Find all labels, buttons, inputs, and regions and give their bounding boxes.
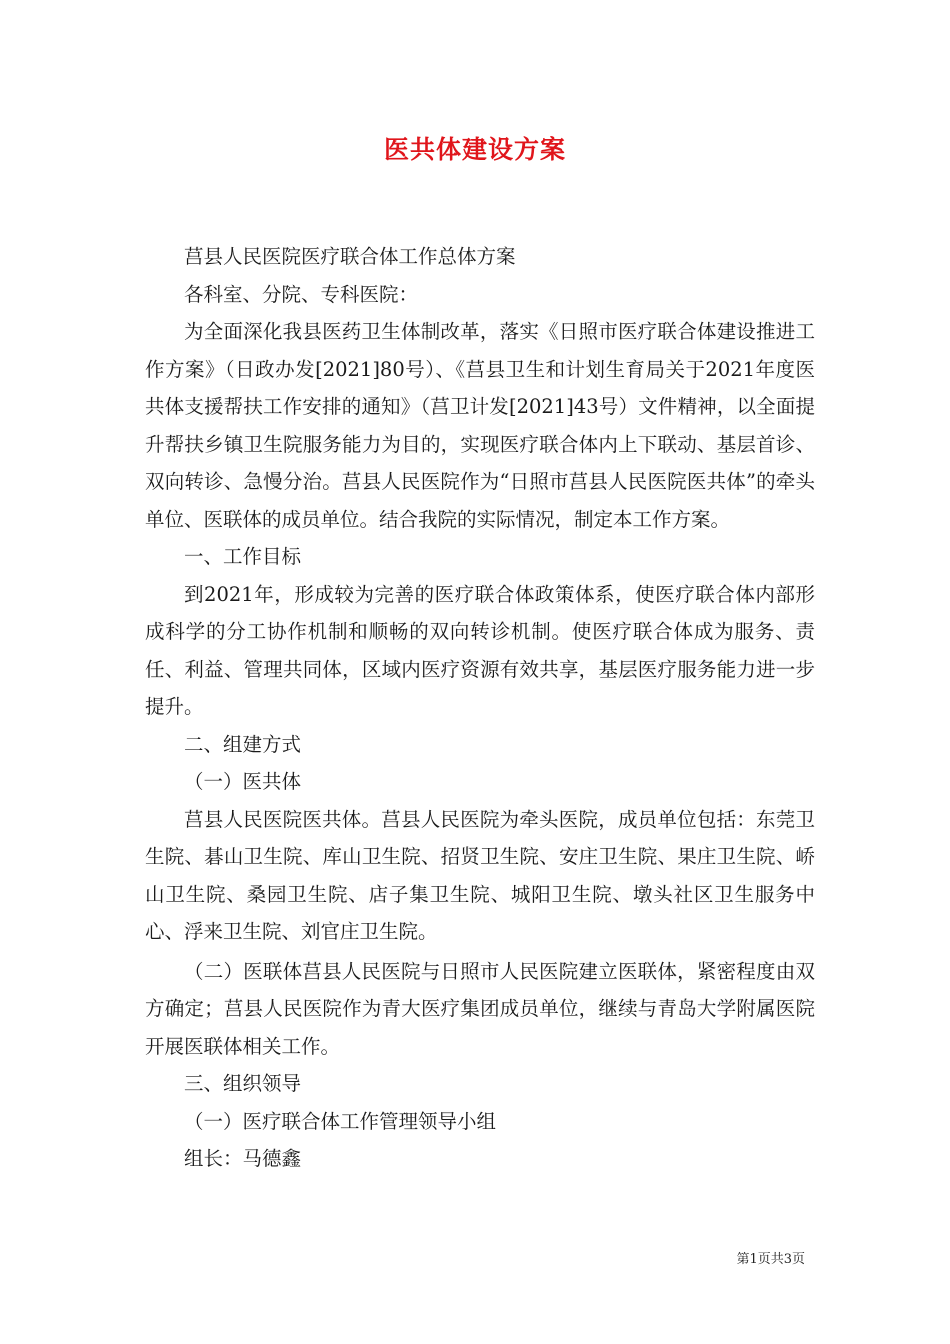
section-heading-leadership: 三、组织领导 [184, 1072, 302, 1095]
page-indicator: 第1页共3页 [736, 1252, 805, 1267]
medical-community-paragraph: 莒县人民医院医共体。莒县人民医院为牵头医院，成员单位包括：东莞卫生院、碁山卫生院、库山卫生院、招贤卫生院、安庄卫生院、果庄卫生院、峤山卫生院、桑园卫生院、店子集卫生院、城阳卫生院、墩头社区卫生服务中心、浮来卫生院、刘官庄卫生院。 [145, 807, 815, 943]
medical-alliance-paragraph: （二）医联体莒县人民医院与日照市人民医院建立医联体，紧密程度由双方确定；莒县人民医院作为青大医疗集团成员单位，继续与青岛大学附属医院开展医联体相关工作。 [145, 959, 815, 1058]
intro-paragraph: 为全面深化我县医药卫生体制改革，落实《日照市医疗联合体建设推进工作方案》（日政办发[2021]80号）、《莒县卫生和计划生育局关于2021年度医共体支援帮扶工作安排的通知》（莒卫计发[2021]43号）文件精神，以全面提升帮扶乡镇卫生院服务能力为目的，实现医疗联合体内上下联动、基层首诊、双向转诊、急慢分治。莒县人民医院作为“日照市莒县人民医院医共体”的牵头单位、医联体的成员单位。结合我院的实际情况，制定本工作方案。 [145, 320, 815, 531]
subsection-heading-leadership-group: （一）医疗联合体工作管理领导小组 [184, 1109, 497, 1133]
salutation-paragraph: 各科室、分院、专科医院： [184, 282, 419, 306]
section-heading-goals: 一、工作目标 [184, 545, 302, 568]
group-leader-paragraph: 组长：马德鑫 [184, 1147, 302, 1170]
goals-paragraph: 到2021年，形成较为完善的医疗联合体政策体系，使医疗联合体内部形成科学的分工协作机制和顺畅的双向转诊机制。使医疗联合体成为服务、责任、利益、管理共同体，区域内医疗资源有效共享，基层医疗服务能力进一步提升。 [145, 582, 815, 718]
subtitle-paragraph: 莒县人民医院医疗联合体工作总体方案 [184, 245, 516, 268]
document-body [145, 238, 815, 1178]
document-title: 医共体建设方案 [383, 135, 566, 164]
subsection-heading-medical-community: （一）医共体 [184, 770, 302, 793]
section-heading-formation: 二、组建方式 [184, 732, 302, 756]
